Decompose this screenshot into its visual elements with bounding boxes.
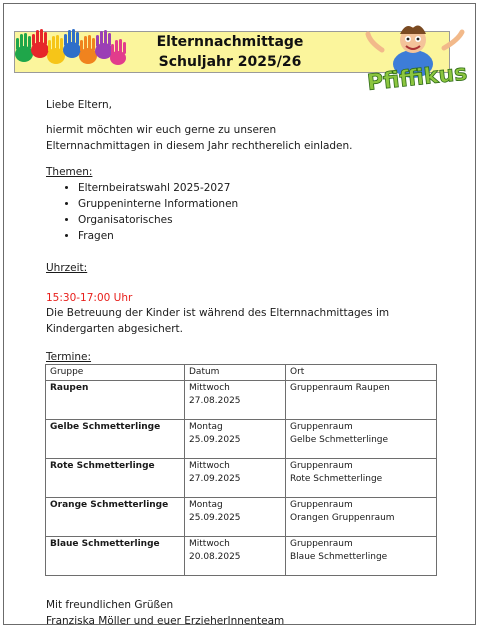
table-cell-ort (286, 498, 437, 537)
date: 27.08.2025 (189, 396, 241, 406)
hand-icon (63, 29, 81, 58)
betreuung-line: Kindergarten abgesichert. (46, 323, 183, 335)
ort-line: Gruppenraum (290, 461, 353, 471)
table-cell-gruppe: Blaue Schmetterlinge (46, 537, 185, 576)
hand-icon (47, 35, 65, 64)
hand-icon (31, 29, 49, 58)
table-cell-datum (185, 420, 286, 459)
closing-signature: Franziska Möller und euer ErzieherInnenteam (46, 615, 285, 627)
list-item: • Elternbeiratswahl 2025-2027 (78, 180, 238, 196)
weekday: Mittwoch (189, 539, 230, 549)
weekday: Montag (189, 500, 223, 510)
list-item: • Gruppeninterne Informationen (78, 196, 238, 212)
table-row (46, 420, 437, 459)
hand-icon (15, 33, 33, 62)
ort-line: Orangen Gruppenraum (290, 513, 395, 523)
pfiffikus-logo-lettering (366, 61, 468, 96)
table-cell-datum (185, 537, 286, 576)
greeting: Liebe Eltern, (46, 99, 112, 111)
betreuung-paragraph (46, 305, 389, 337)
table-cell-datum (185, 459, 286, 498)
intro-paragraph (46, 122, 353, 154)
table-cell-ort (286, 420, 437, 459)
header-title-line1: Elternnachmittage (156, 34, 304, 50)
table-cell-ort (286, 381, 437, 420)
table-cell-gruppe: Orange Schmetterlinge (46, 498, 185, 537)
table-header-gruppe: Gruppe (46, 365, 185, 381)
hand-icon (95, 30, 113, 59)
header-title (130, 32, 330, 72)
uhrzeit-heading: Uhrzeit: (46, 262, 88, 274)
hand-icon (110, 39, 126, 65)
header-title-line2: Schuljahr 2025/26 (158, 54, 302, 70)
date: 25.09.2025 (189, 513, 241, 523)
table-header-row (46, 365, 437, 381)
ort-line: Gruppenraum (290, 422, 353, 432)
table-cell-gruppe: Raupen (46, 381, 185, 420)
closing (46, 597, 284, 629)
betreuung-line: Die Betreuung der Kinder ist während des Elternnachmittages im (46, 307, 390, 319)
intro-line: hiermit möchten wir euch gerne zu unseren (46, 124, 277, 136)
table-cell-datum (185, 381, 286, 420)
weekday: Montag (189, 422, 223, 432)
ort-line: Blaue Schmetterlinge (290, 552, 388, 562)
table-header-datum: Datum (185, 365, 286, 381)
date: 20.08.2025 (189, 552, 241, 562)
pfiffikus-logo (362, 22, 472, 98)
themen-heading: Themen: (46, 166, 93, 178)
table-cell-ort (286, 459, 437, 498)
table-row (46, 498, 437, 537)
table-header-ort: Ort (286, 365, 437, 381)
table-cell-gruppe: Gelbe Schmetterlinge (46, 420, 185, 459)
ort-line: Gelbe Schmetterlinge (290, 435, 389, 445)
weekday: Mittwoch (189, 383, 230, 393)
ort-line: Rote Schmetterlinge (290, 474, 383, 484)
list-item: • Fragen (78, 228, 238, 244)
colorful-hands-illustration (10, 20, 130, 76)
hand-icon (79, 35, 97, 64)
termine-heading: Termine: (46, 351, 92, 363)
svg-text:Pfiffikus: Pfiffikus (366, 60, 469, 96)
ort-line: Gruppenraum (290, 539, 353, 549)
intro-line: Elternnachmittagen in diesem Jahr rechtherelich einladen. (46, 140, 353, 152)
table-cell-gruppe: Rote Schmetterlinge (46, 459, 185, 498)
weekday: Mittwoch (189, 461, 230, 471)
uhrzeit-value: 15:30-17:00 Uhr (46, 292, 133, 304)
closing-line: Mit freundlichen Grüßen (46, 599, 174, 611)
list-item: • Organisatorisches (78, 212, 238, 228)
table-row (46, 381, 437, 420)
ort-line: Gruppenraum (290, 500, 353, 510)
table-row (46, 459, 437, 498)
ort-line: Gruppenraum Raupen (290, 383, 390, 393)
table-row (46, 537, 437, 576)
termine-table (45, 364, 437, 576)
date: 27.09.2025 (189, 474, 241, 484)
date: 25.09.2025 (189, 435, 241, 445)
themen-list (46, 180, 238, 244)
table-cell-datum (185, 498, 286, 537)
table-cell-ort (286, 537, 437, 576)
